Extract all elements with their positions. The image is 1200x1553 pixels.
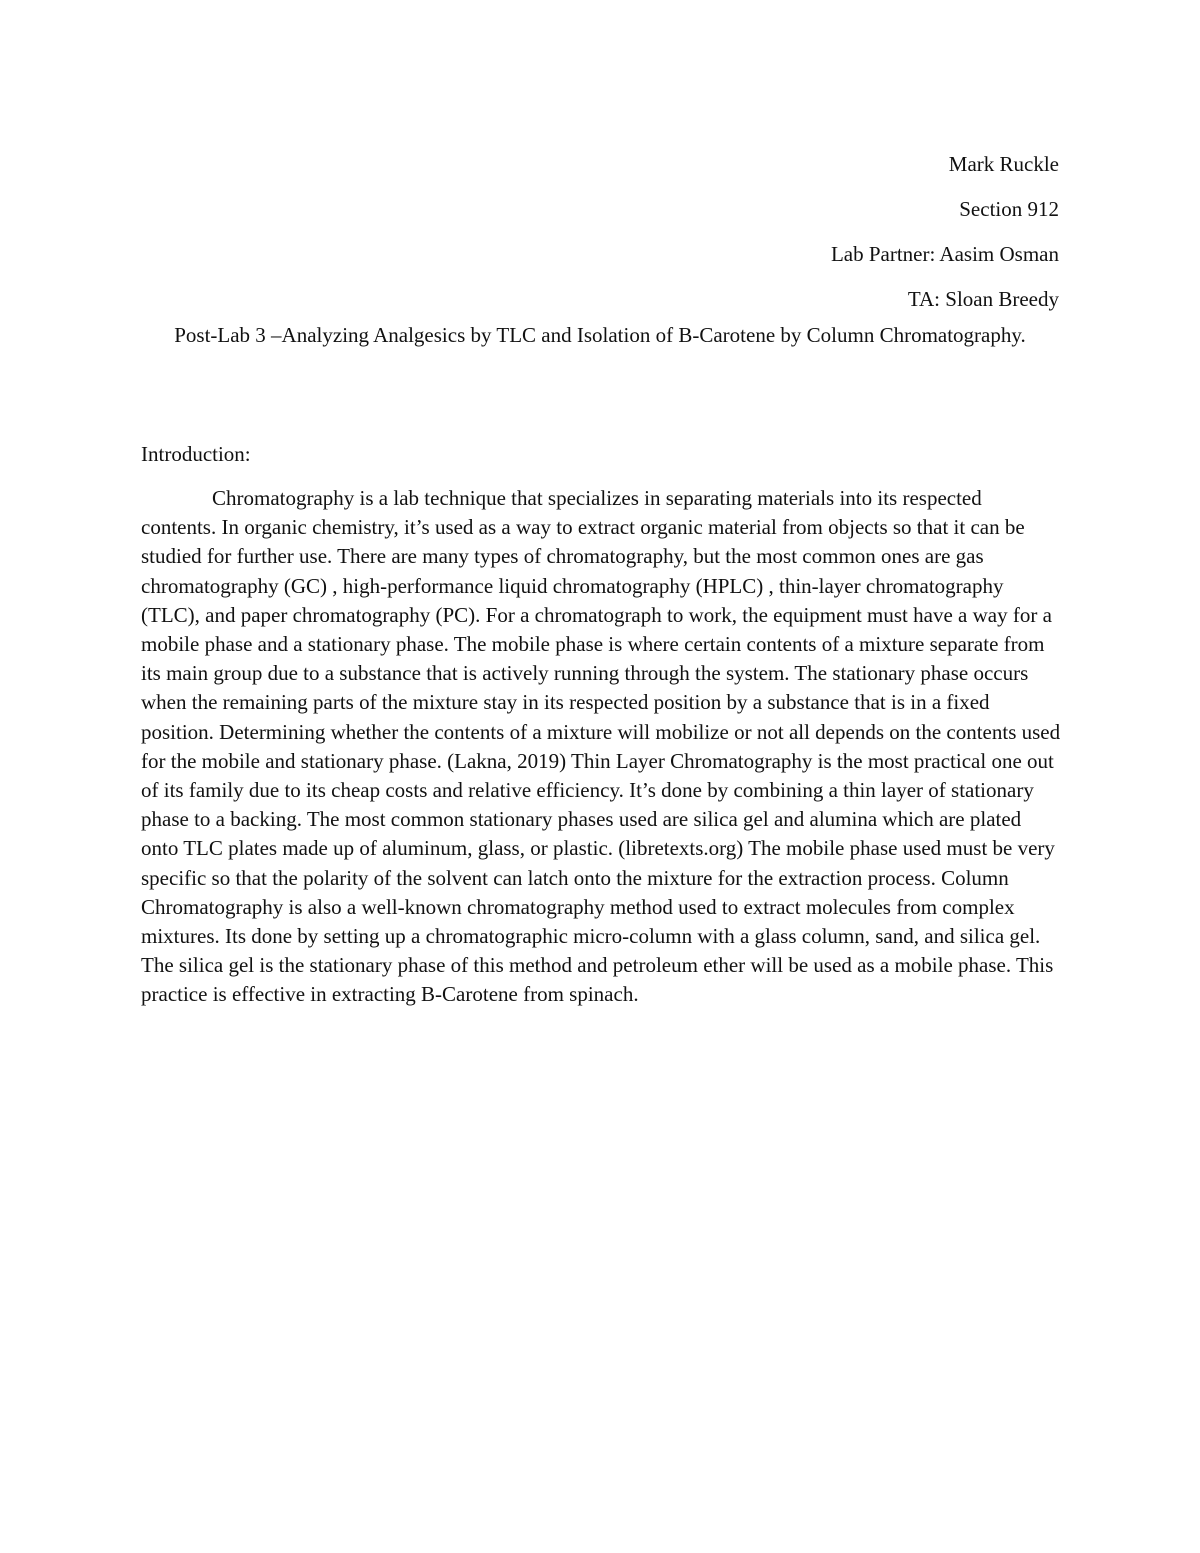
introduction-paragraph: Chromatography is a lab technique that specializes in separating materials into its respected contents. In organic chemistry, it’s used as a way to extract organic material from objects so that it can be studied for further use. There are many types of chromatography, but the most common ones are gas chromatography (GC) , high-performance liquid chromatography (HPLC) , thin-layer chromatography (TLC), and paper chromatography (PC). For a chromatograph to work, the equipment must have a way for a mobile phase and a stationary phase. The mobile phase is where certain contents of a mixture separate from its main group due to a substance that is actively running through the system. The stationary phase occurs when the remaining parts of the mixture stay in its respected position by a substance that is in a fixed position. Determining whether the contents of a mixture will mobilize or not all depends on the contents used for the mobile and stationary phase. (Lakna, 2019) Thin Layer Chromatography is the most practical one out of its family due to its cheap costs and relative efficiency. It’s done by combining a thin layer of stationary phase to a backing. The most common stationary phases used are silica gel and alumina which are plated onto TLC plates made up of aluminum, glass, or plastic. (libretexts.org) The mobile phase used must be very specific so that the polarity of the solvent can latch onto the mixture for the extraction process. Column Chromatography is also a well-known chromatography method used to extract molecules from complex mixtures. Its done by setting up a chromatographic micro-column with a glass column, sand, and silica gel. The silica gel is the stationary phase of this method and petroleum ether will be used as a mobile phase. This practice is effective in extracting B-Carotene from spinach. — [141, 486, 1061, 1007]
lab-partner: Lab Partner: Aasim Osman — [830, 242, 1059, 266]
section-number: Section 912 — [959, 197, 1059, 221]
introduction-heading: Introduction: — [141, 442, 251, 466]
author-name: Mark Ruckle — [948, 152, 1059, 176]
teaching-assistant: TA: Sloan Breedy — [907, 287, 1059, 311]
author-header — [831, 142, 1059, 322]
document-title: Post-Lab 3 –Analyzing Analgesics by TLC and Isolation of B-Carotene by Column Chromatography. — [174, 323, 1026, 347]
